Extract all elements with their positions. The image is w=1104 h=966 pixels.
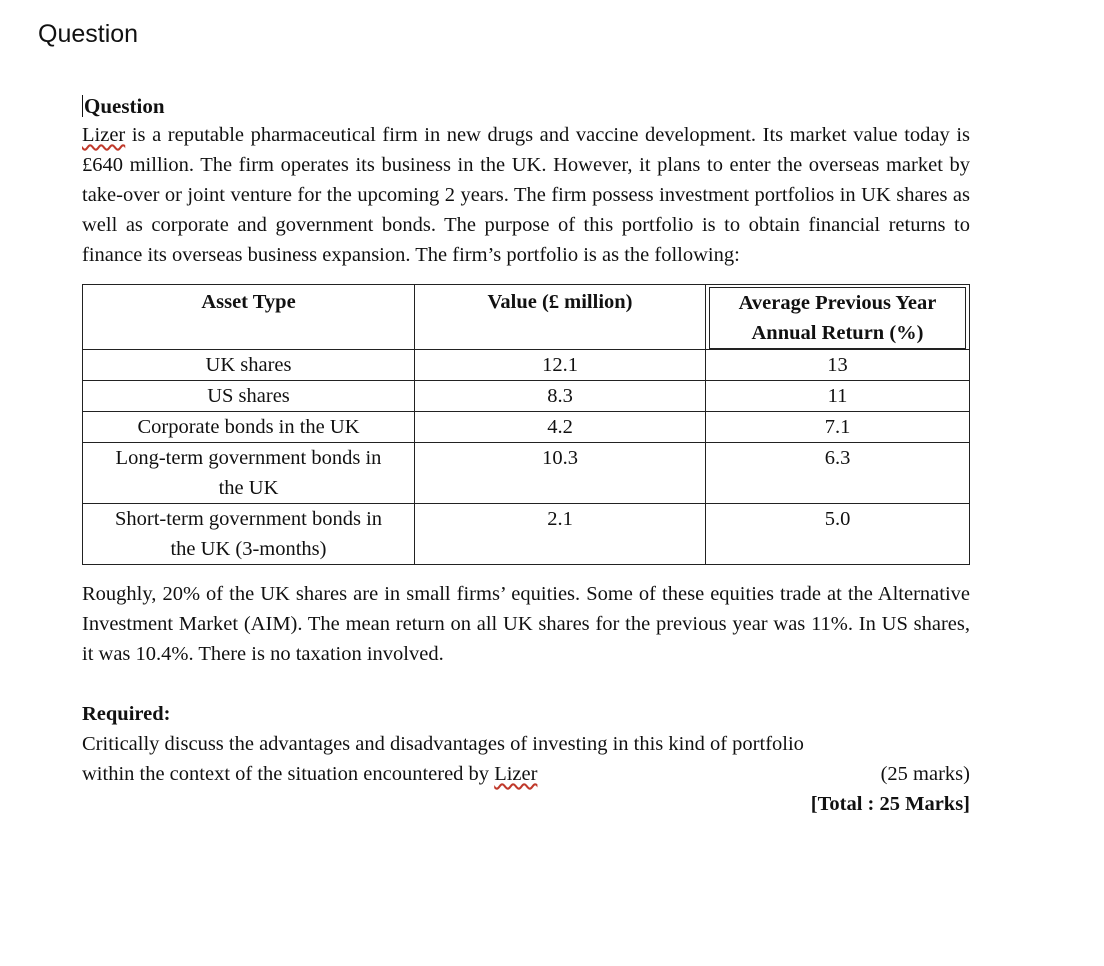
required-line-2 [82,759,970,789]
cell-return: 5.0 [706,504,970,565]
question-document [82,92,970,819]
cell-return: 13 [706,350,970,381]
header-value: Value (£ million) [415,285,706,350]
required-line-1: Critically discuss the advantages and disadvantages of investing in this kind of portfolio [82,733,804,755]
cell-return: 7.1 [706,412,970,443]
required-line-2-text: within the context of the situation encountered by Lizer [82,763,538,785]
portfolio-table [82,284,970,565]
company-name: Lizer [494,763,538,785]
page-header-title: Question [38,20,139,48]
header-average-return [706,285,970,350]
cell-value: 2.1 [415,504,706,565]
table-header-row [83,285,970,350]
text-cursor [82,95,83,117]
question-heading: Question [84,94,165,118]
company-name: Lizer [82,124,126,146]
cell-asset: Long-term government bonds in the UK [83,443,415,504]
cell-return: 6.3 [706,443,970,504]
required-section [82,699,970,819]
cell-value: 4.2 [415,412,706,443]
header-average-return-label: Average Previous Year Annual Return (%) [709,287,966,349]
cell-return: 11 [706,381,970,412]
header-asset-type: Asset Type [83,285,415,350]
table-row [83,504,970,565]
cell-value: 12.1 [415,350,706,381]
table-row [83,412,970,443]
cell-value: 8.3 [415,381,706,412]
required-label: Required: [82,703,171,725]
intro-text: is a reputable pharmaceutical firm in new drugs and vaccine development. Its market value today is £640 million. The firm operates its business in the UK. However, it plans to enter the overseas market by take-over or joint venture for the upcoming 2 years. The firm possess investment portfolios in UK shares as well as corporate and government bonds. The purpose of this portfolio is to obtain financial returns to finance its overseas business expansion. The firm’s portfolio is as the following: [82,124,970,266]
cell-asset: US shares [83,381,415,412]
cell-asset: UK shares [83,350,415,381]
table-row [83,443,970,504]
cell-asset: Short-term government bonds in the UK (3-months) [83,504,415,565]
aim-paragraph: Roughly, 20% of the UK shares are in small firms’ equities. Some of these equities trade at the Alternative Investment Market (AIM). The mean return on all UK shares for the previous year was 11%. In US shares, it was 10.4%. There is no taxation involved. [82,583,970,665]
table-row [83,350,970,381]
total-marks: [Total : 25 Marks] [810,793,970,815]
cell-asset: Corporate bonds in the UK [83,412,415,443]
table-row [83,381,970,412]
cell-value: 10.3 [415,443,706,504]
intro-paragraph [82,120,970,270]
marks-label: (25 marks) [880,763,970,785]
